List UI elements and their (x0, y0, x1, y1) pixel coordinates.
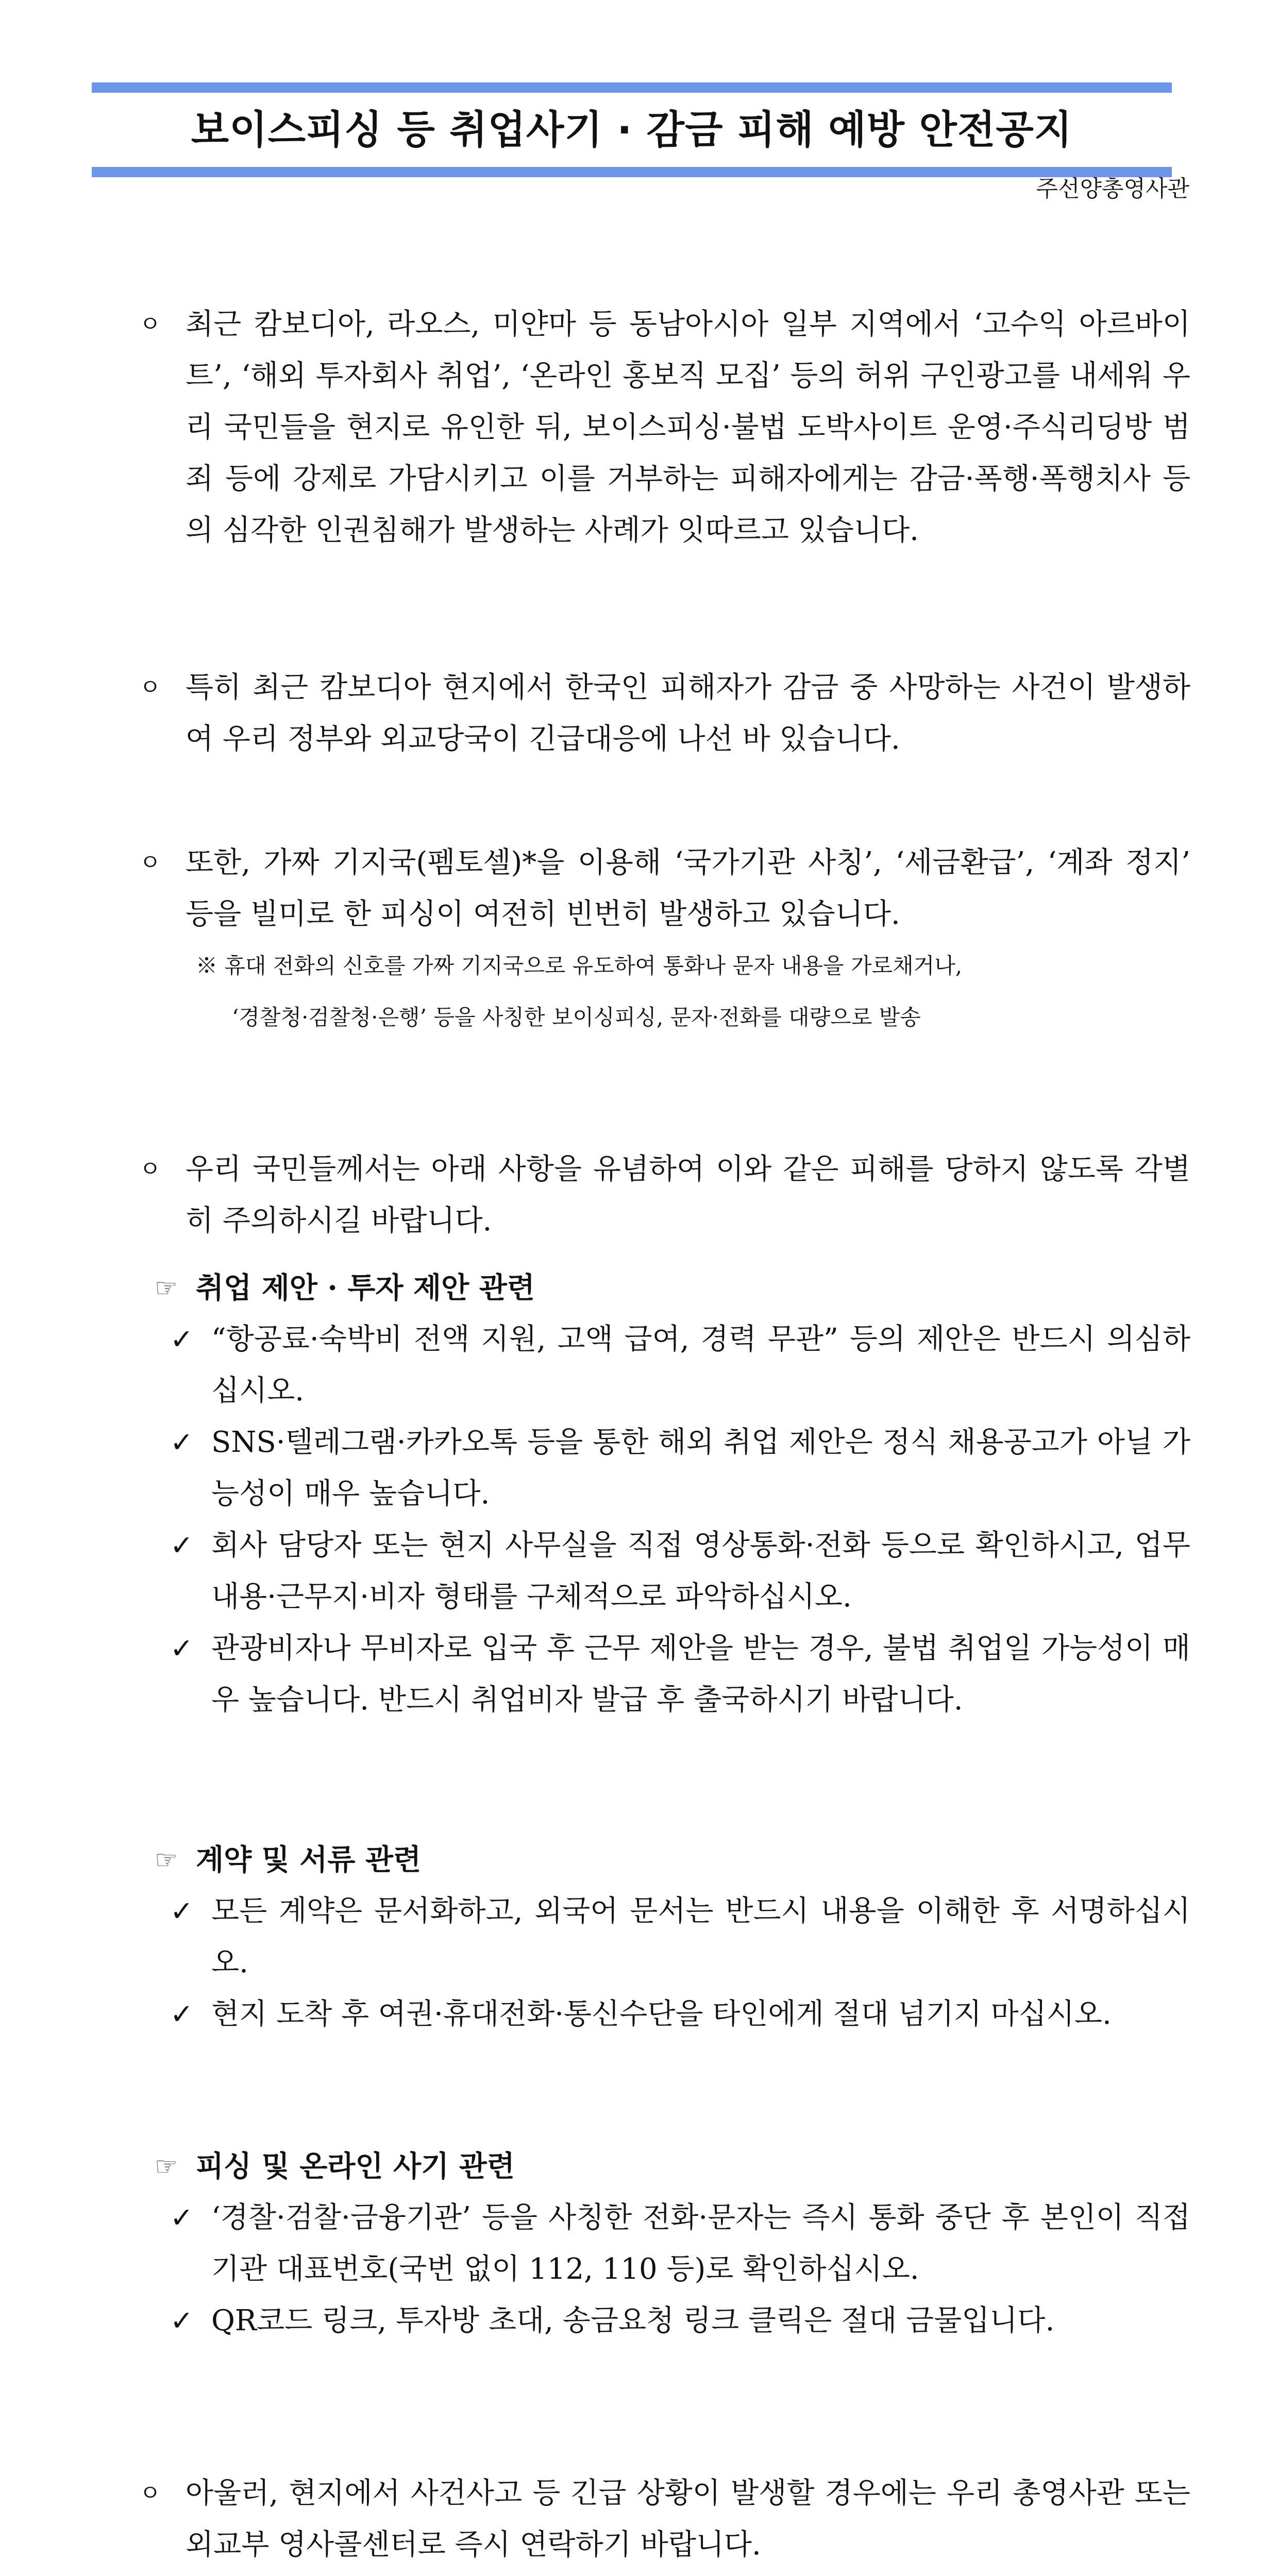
bullet-icon: ㅇ (139, 311, 161, 337)
paragraph-2 (139, 662, 1190, 765)
paragraph-5 (139, 2468, 1190, 2571)
title-top-rule (92, 82, 1172, 93)
check-icon: ✓ (170, 1895, 194, 1927)
check-item (139, 1417, 1190, 1520)
paragraph-text: 아울러, 현지에서 사건사고 등 긴급 상황이 발생할 경우에는 우리 총영사관 또는 외교부 영사콜센터로 즉시 연락하기 바랍니다. (186, 2477, 1190, 2562)
section-contract (139, 1834, 1190, 2040)
check-icon: ✓ (170, 1426, 194, 1459)
check-item (139, 2192, 1190, 2295)
section-heading-text: 피싱 및 온라인 사기 관련 (196, 2149, 515, 2183)
paragraph-3 (139, 837, 1190, 1043)
footnote-line-2-wrap (139, 992, 1190, 1043)
page-title: 보이스피싱 등 취업사기 · 감금 피해 예방 안전공지 (191, 107, 1073, 152)
pointing-hand-icon: ☞ (155, 2151, 178, 2181)
check-item-text: SNS·텔레그램·카카오톡 등을 통한 해외 취업 제안은 정식 채용공고가 아닐 가능성이 매우 높습니다. (211, 1426, 1190, 1511)
section-heading-text: 취업 제안 · 투자 제안 관련 (196, 1271, 535, 1305)
bullet-icon: ㅇ (139, 850, 161, 876)
check-item-text: 모든 계약은 문서화하고, 외국어 문서는 반드시 내용을 이해한 후 서명하십시오. (211, 1894, 1190, 1979)
check-icon: ✓ (170, 1529, 194, 1562)
paragraph-text: 우리 국민들께서는 아래 사항을 유념하여 이와 같은 피해를 당하지 않도록 각별히 주의하시길 바랍니다. (186, 1153, 1190, 1238)
check-item (139, 1623, 1190, 1726)
check-icon: ✓ (170, 2201, 194, 2234)
footnote-line-1: ※ 휴대 전화의 신호를 가짜 기지국으로 유도하여 통화나 문자 내용을 가로채거나, (196, 953, 963, 978)
footnote-line-2: ‘경찰청·검찰청·은행’ 등을 사칭한 보이싱피싱, 문자·전화를 대량으로 발송 (232, 1005, 921, 1030)
pointing-hand-icon: ☞ (155, 1845, 178, 1875)
title-bottom-rule (92, 167, 1172, 177)
check-item-text: ‘경찰·검찰·금융기관’ 등을 사칭한 전화·문자는 즉시 통화 중단 후 본인이 직접 기관 대표번호(국번 없이 112, 110 등)로 확인하십시오. (211, 2201, 1190, 2286)
paragraph-4 (139, 1144, 1190, 1247)
pointing-hand-icon: ☞ (155, 1273, 178, 1303)
paragraph-text: 또한, 가짜 기지국(펨토셀)*을 이용해 ‘국가기관 사칭’, ‘세금환급’, ‘계좌 정지’ 등을 빌미로 한 피싱이 여전히 빈번히 발생하고 있습니다. (186, 846, 1190, 931)
bullet-icon: ㅇ (139, 1156, 161, 1182)
section-heading-text: 계약 및 서류 관련 (196, 1843, 422, 1877)
check-item-text: QR코드 링크, 투자방 초대, 송금요청 링크 클릭은 절대 금물입니다. (211, 2304, 1055, 2337)
issuer: 주선양총영사관 (1036, 176, 1189, 202)
check-icon: ✓ (170, 1632, 194, 1665)
section-phishing (139, 2141, 1190, 2347)
section-heading (139, 1834, 1190, 1886)
section-heading (139, 2141, 1190, 2192)
section-heading (139, 1262, 1190, 1314)
check-item-text: 관광비자나 무비자로 입국 후 근무 제안을 받는 경우, 불법 취업일 가능성이 매우 높습니다. 반드시 취업비자 발급 후 출국하시기 바랍니다. (211, 1632, 1190, 1717)
check-item (139, 1886, 1190, 1989)
check-item (139, 1520, 1190, 1623)
check-item (139, 1989, 1190, 2040)
check-icon: ✓ (170, 1323, 194, 1355)
bullet-icon: ㅇ (139, 2480, 161, 2506)
check-item-text: 회사 담당자 또는 현지 사무실을 직접 영상통화·전화 등으로 확인하시고, 업무 내용·근무지·비자 형태를 구체적으로 파악하십시오. (211, 1529, 1190, 1614)
check-item (139, 2295, 1190, 2347)
check-item-text: “항공료·숙박비 전액 지원, 고액 급여, 경력 무관” 등의 제안은 반드시 의심하십시오. (211, 1323, 1190, 1408)
section-employment (139, 1262, 1190, 1726)
paragraph-text: 최근 캄보디아, 라오스, 미얀마 등 동남아시아 일부 지역에서 ‘고수익 아르바이트’, ‘해외 투자회사 취업’, ‘온라인 홍보직 모집’ 등의 허위 구인광고를 내세워 우리 국민들을 현지로 유인한 뒤, 보이스피싱·불법 도박사이트 운영·주식리딩방 범죄 등에 강제로 가담시키고 이를 거부하는 피해자에게는 감금·폭행·폭행치사 등의 심각한 인권침해가 발생하는 사례가 잇따르고 있습니다. (186, 308, 1190, 547)
bullet-icon: ㅇ (139, 674, 161, 701)
check-icon: ✓ (170, 1998, 194, 2030)
check-icon: ✓ (170, 2304, 194, 2337)
title-block (92, 82, 1172, 177)
paragraph-1 (139, 299, 1190, 556)
check-item (139, 1314, 1190, 1417)
paragraph-text: 특히 최근 캄보디아 현지에서 한국인 피해자가 감금 중 사망하는 사건이 발생하여 우리 정부와 외교당국이 긴급대응에 나선 바 있습니다. (186, 671, 1190, 756)
check-item-text: 현지 도착 후 여권·휴대전화·통신수단을 타인에게 절대 넘기지 마십시오. (211, 1997, 1112, 2031)
